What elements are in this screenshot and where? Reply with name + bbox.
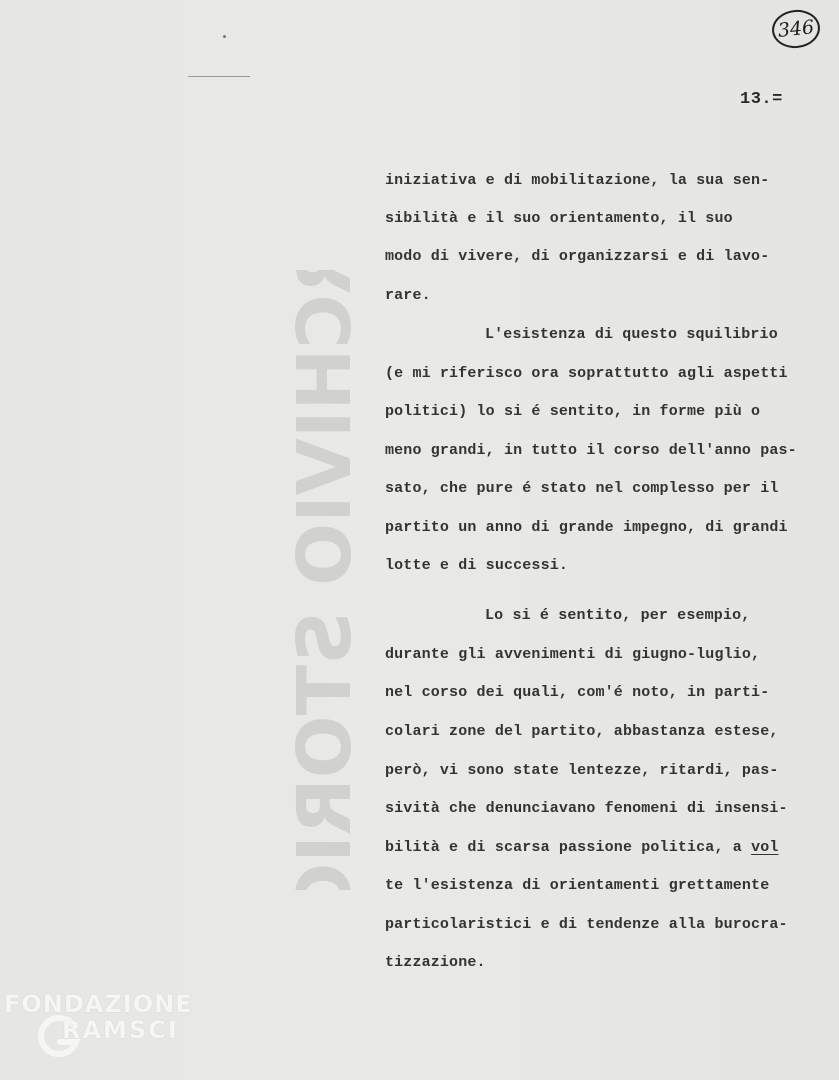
body-line-13: durante gli avvenimenti di giugno-luglio, (385, 646, 761, 663)
body-line-12: Lo si é sentito, per esempio, (485, 607, 751, 624)
top-rule (188, 76, 250, 77)
body-line-11: lotte e di successi. (385, 557, 569, 574)
body-line-18 (385, 839, 830, 856)
body-line-17: sività che denunciavano fenomeni di insensi- (385, 800, 788, 817)
paper-speck (223, 35, 226, 38)
underlined-fragment: vol (751, 839, 779, 856)
watermark-graphic (170, 270, 530, 890)
archive-page-stamp: 346 (770, 8, 822, 51)
body-line-18-text: bilità e di scarsa passione politica, a (385, 839, 752, 856)
body-line-14: nel corso dei quali, com'é noto, in parti- (385, 684, 770, 701)
watermark-text: ARCHIVIO STORICO (282, 270, 368, 890)
body-line-8: meno grandi, in tutto il corso dell'anno pas- (385, 442, 797, 459)
body-line-2: sibilità e il suo orientamento, il suo (385, 210, 733, 227)
body-line-6: (e mi riferisco ora soprattutto agli aspetti (385, 365, 788, 382)
body-line-20: particolaristici e di tendenze alla burocra- (385, 916, 788, 933)
logo-line-2: RAMSCI (62, 1016, 179, 1044)
body-line-3: modo di vivere, di organizzarsi e di lavo- (385, 248, 770, 265)
page-number: 13.= (740, 90, 783, 109)
body-line-21: tizzazione. (385, 954, 486, 971)
body-line-9: sato, che pure é stato nel complesso per il (385, 480, 779, 497)
body-line-7: politici) lo si é sentito, in forme più o (385, 403, 761, 420)
body-line-4: rare. (385, 287, 431, 304)
body-line-16: però, vi sono state lentezze, ritardi, pas- (385, 762, 779, 779)
watermark (170, 270, 530, 890)
fondazione-gramsci-logo (4, 990, 204, 1070)
body-line-1: iniziativa e di mobilitazione, la sua sen- (385, 172, 770, 189)
body-line-5: L'esistenza di questo squilibrio (485, 326, 778, 343)
body-line-15: colari zone del partito, abbastanza estese, (385, 723, 779, 740)
logo-line-1: FONDAZIONE (4, 990, 193, 1018)
body-line-19: te l'esistenza di orientamenti grettamente (385, 877, 770, 894)
body-line-10: partito un anno di grande impegno, di grandi (385, 519, 788, 536)
